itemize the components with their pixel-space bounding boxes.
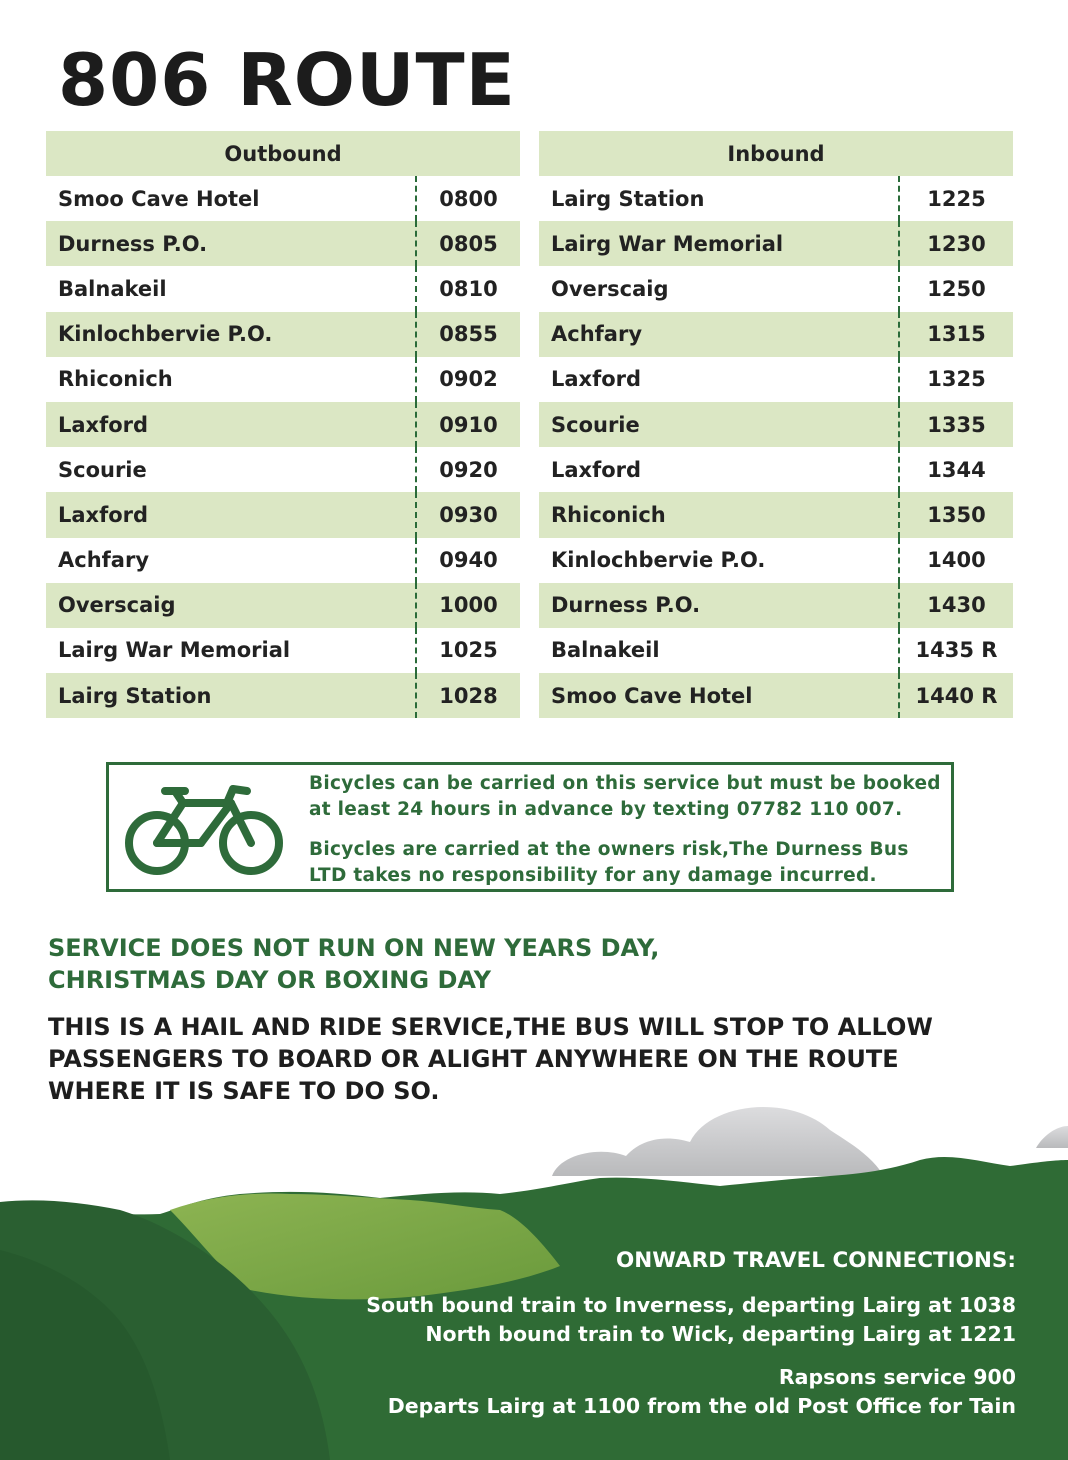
table-row xyxy=(46,673,520,718)
train-north-text: North bound train to Wick, departing Lairg at 1221 xyxy=(425,1322,1016,1346)
stop-name: Lairg War Memorial xyxy=(58,638,291,663)
outbound-header: Outbound xyxy=(46,131,520,176)
table-row xyxy=(46,447,520,492)
departure-time: 0920 xyxy=(416,447,520,492)
departure-time: 1250 xyxy=(899,266,1013,311)
departure-time: 1400 xyxy=(899,538,1013,583)
table-row xyxy=(539,538,1013,583)
table-row xyxy=(46,402,520,447)
table-row xyxy=(46,628,520,673)
departure-time: 1344 xyxy=(899,447,1013,492)
stop-name: Laxford xyxy=(46,402,416,447)
table-row xyxy=(539,176,1013,221)
stop-name: Lairg Station xyxy=(551,186,705,211)
bus-service-text: Rapsons service 900 xyxy=(778,1365,1016,1389)
table-row xyxy=(46,312,520,357)
hail-and-ride-notice: THIS IS A HAIL AND RIDE SERVICE,THE BUS WILL STOP TO ALLOW PASSENGERS TO BOARD OR ALIGHT ANYWHERE ON THE ROUTE WHERE IT IS SAFE TO DO SO. xyxy=(48,1013,933,1105)
bicycle-risk-text: Bicycles are carried at the owners risk,The Durness Bus LTD takes no responsibility for any damage incurred. xyxy=(309,839,909,886)
stop-name: Kinlochbervie P.O. xyxy=(46,312,416,357)
stop-name: Lairg Station xyxy=(46,673,416,718)
stop-name: Balnakeil xyxy=(58,276,167,301)
departure-time: 1025 xyxy=(416,628,520,673)
table-row xyxy=(46,492,520,537)
stop-name: Durness P.O. xyxy=(46,221,416,266)
table-row xyxy=(539,492,1013,537)
stop-name: Overscaig xyxy=(46,583,416,628)
departure-time: 0810 xyxy=(416,266,520,311)
departure-time: 1230 xyxy=(899,221,1013,266)
departure-time: 1440 R xyxy=(899,673,1013,718)
bicycle-booking-text: Bicycles can be carried on this service but must be booked at least 24 hours in advance by texting 07782 110 007. xyxy=(309,773,941,820)
table-row xyxy=(46,583,520,628)
bicycle-notice xyxy=(106,762,954,892)
stop-name: Smoo Cave Hotel xyxy=(539,673,899,718)
departure-time: 1335 xyxy=(899,402,1013,447)
table-row xyxy=(539,628,1013,673)
stop-name: Scourie xyxy=(58,457,147,482)
page-title: 806 ROUTE xyxy=(58,38,516,122)
stop-name: Durness P.O. xyxy=(539,583,899,628)
table-row xyxy=(539,673,1013,718)
departure-time: 0855 xyxy=(416,312,520,357)
stop-name: Smoo Cave Hotel xyxy=(58,186,260,211)
onward-travel-section xyxy=(316,1247,1016,1421)
departure-time: 1325 xyxy=(899,357,1013,402)
table-row xyxy=(539,266,1013,311)
bus-departs-text: Departs Lairg at 1100 from the old Post Office for Tain xyxy=(387,1394,1016,1418)
departure-time: 0930 xyxy=(416,492,520,537)
stop-name: Lairg War Memorial xyxy=(539,221,899,266)
table-row xyxy=(539,221,1013,266)
stop-name: Balnakeil xyxy=(551,638,660,663)
stop-name: Laxford xyxy=(551,367,642,392)
table-row xyxy=(46,221,520,266)
stop-name: Achfary xyxy=(539,312,899,357)
stop-name: Achfary xyxy=(58,548,150,573)
table-row xyxy=(46,357,520,402)
departure-time: 0902 xyxy=(416,357,520,402)
stop-name: Rhiconich xyxy=(58,367,173,392)
table-row xyxy=(539,447,1013,492)
table-row xyxy=(539,583,1013,628)
stop-name: Rhiconich xyxy=(539,492,899,537)
onward-heading: ONWARD TRAVEL CONNECTIONS: xyxy=(616,1248,1016,1273)
departure-time: 1350 xyxy=(899,492,1013,537)
bicycle-icon xyxy=(123,781,285,877)
inbound-header: Inbound xyxy=(539,131,1013,176)
cloud-shape xyxy=(1036,1126,1068,1148)
departure-time: 1315 xyxy=(899,312,1013,357)
departure-time: 1435 R xyxy=(899,628,1013,673)
table-row xyxy=(46,538,520,583)
departure-time: 0940 xyxy=(416,538,520,583)
departure-time: 1028 xyxy=(416,673,520,718)
table-row xyxy=(539,402,1013,447)
table-row xyxy=(46,176,520,221)
departure-time: 0805 xyxy=(416,221,520,266)
table-row xyxy=(46,266,520,311)
inbound-timetable xyxy=(539,131,1013,718)
departure-time: 0910 xyxy=(416,402,520,447)
stop-name: Scourie xyxy=(539,402,899,447)
train-south-text: South bound train to Inverness, departing Lairg at 1038 xyxy=(366,1293,1016,1317)
table-row xyxy=(539,357,1013,402)
table-row xyxy=(539,312,1013,357)
departure-time: 0800 xyxy=(416,176,520,221)
departure-time: 1000 xyxy=(416,583,520,628)
departure-time: 1430 xyxy=(899,583,1013,628)
service-days-notice: SERVICE DOES NOT RUN ON NEW YEARS DAY, CHRISTMAS DAY OR BOXING DAY xyxy=(48,934,660,994)
stop-name: Kinlochbervie P.O. xyxy=(551,548,766,573)
stop-name: Laxford xyxy=(551,457,642,482)
bicycle-notice-text xyxy=(309,771,949,889)
stop-name: Laxford xyxy=(46,492,416,537)
outbound-timetable xyxy=(46,131,520,718)
stop-name: Overscaig xyxy=(551,276,669,301)
departure-time: 1225 xyxy=(899,176,1013,221)
cloud-shape xyxy=(552,1107,884,1176)
